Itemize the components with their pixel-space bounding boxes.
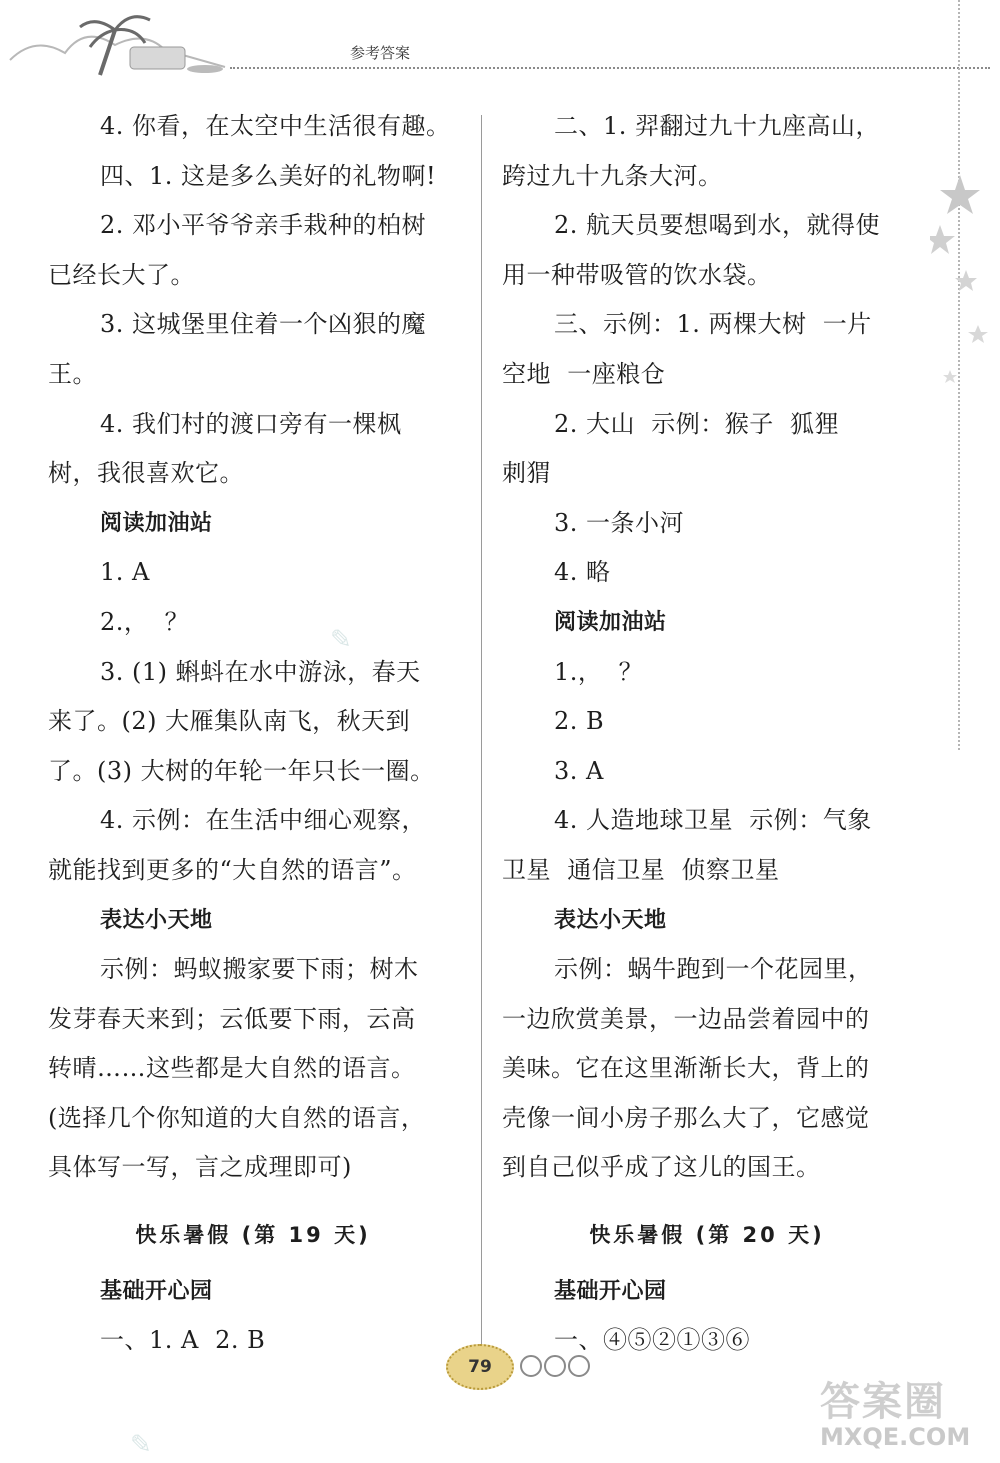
answer-line: 4. 略 <box>554 558 611 587</box>
section-heading: 基础开心园 <box>554 1278 667 1304</box>
column-divider <box>481 115 482 1345</box>
answer-line: 跨过九十九条大河。 <box>502 161 723 190</box>
section-heading: 阅读加油站 <box>100 510 213 536</box>
stamp-watermark-icon: ✎ <box>330 625 352 655</box>
answer-line: 1.， ？ <box>554 657 644 686</box>
answer-line: 3. 一条小河 <box>554 508 685 537</box>
answer-line: 2. 邓小平爷爷亲手栽种的柏树 <box>100 211 427 240</box>
answer-line: 卫星 通信卫星 侦察卫星 <box>502 855 780 884</box>
answer-line: 就能找到更多的“大自然的语言”。 <box>48 855 417 884</box>
answer-line: 1. A <box>100 558 150 587</box>
section-heading: 表达小天地 <box>554 907 667 933</box>
header-title: 参考答案 <box>350 44 411 62</box>
answer-line: 具体写一写，言之成理即可) <box>48 1153 352 1182</box>
answer-line: 4. 你看，在太空中生活很有趣。 <box>100 112 451 140</box>
answer-line: 二、1. 羿翻过九十九座高山， <box>554 112 881 140</box>
answer-line: 2. 大山 示例：猴子 狐狸 <box>554 409 840 438</box>
answer-line: 壳像一间小房子那么大了，它感觉 <box>502 1103 870 1132</box>
answer-line: 4. 我们村的渡口旁有一棵枫 <box>100 409 402 438</box>
answer-line: 三、示例：1. 两棵大树 一片 <box>554 310 872 339</box>
answer-line: (选择几个你知道的大自然的语言， <box>48 1103 426 1132</box>
answer-line: 用一种带吸管的饮水袋。 <box>502 260 772 289</box>
ring-decoration-icon <box>544 1355 566 1377</box>
answer-line: 4. 人造地球卫星 示例：气象 <box>554 806 872 835</box>
right-column <box>502 102 912 1366</box>
ring-decoration-icon <box>568 1355 590 1377</box>
answer-line: 美味。它在这里渐渐长大，背上的 <box>502 1054 870 1083</box>
ring-decoration-icon <box>520 1355 542 1377</box>
answer-line: 示例：蚂蚁搬家要下雨；树木 <box>100 955 419 984</box>
answer-line: 刺猬 <box>502 459 551 488</box>
answer-line: 3. 这城堡里住着一个凶狠的魔 <box>100 310 427 339</box>
stamp-watermark-icon: ✎ <box>130 1430 152 1460</box>
page-number: 79 <box>446 1344 514 1390</box>
answer-line: 转晴……这些都是大自然的语言。 <box>48 1054 416 1083</box>
answer-line: 到自己似乎成了这儿的国王。 <box>502 1153 821 1182</box>
answer-line: 2.， ？ <box>100 607 190 636</box>
section-heading: 阅读加油站 <box>554 609 667 635</box>
header-dotted-rule <box>230 67 990 69</box>
section-heading: 基础开心园 <box>100 1278 213 1304</box>
site-watermark <box>820 1370 990 1460</box>
watermark-url: MXQE.COM <box>820 1423 971 1451</box>
answer-line: 2. B <box>554 707 605 736</box>
answer-line: 一、1. A 2. B <box>100 1326 266 1355</box>
answer-line: 来了。(2) 大雁集队南飞，秋天到 <box>48 707 411 736</box>
answer-line: 四、1. 这是多么美好的礼物啊! <box>100 161 437 190</box>
page-footer <box>440 1340 600 1390</box>
answer-line: 4. 示例：在生活中细心观察， <box>100 806 427 835</box>
answer-line: 2. 航天员要想喝到水，就得使 <box>554 211 881 240</box>
day-heading: 快乐暑假 (第 20 天) <box>589 1223 825 1248</box>
answer-line: 了。(3) 大树的年轮一年只长一圈。 <box>48 756 435 785</box>
answer-line: 一、④⑤②①③⑥ <box>554 1326 750 1355</box>
answer-line: 一边欣赏美景，一边品尝着园中的 <box>502 1004 870 1033</box>
answer-line: 3. (1) 蝌蚪在水中游泳，春天 <box>100 657 421 686</box>
answer-line: 已经长大了。 <box>48 260 195 289</box>
section-heading: 表达小天地 <box>100 907 213 933</box>
answer-line: 树，我很喜欢它。 <box>48 459 244 488</box>
left-column <box>48 102 458 1366</box>
watermark-mark: 答案圈 <box>820 1379 946 1425</box>
page-header <box>0 0 1000 80</box>
answer-line: 发芽春天来到；云低要下雨，云高 <box>48 1004 416 1033</box>
day-heading: 快乐暑假 (第 19 天) <box>135 1223 371 1248</box>
answer-line: 王。 <box>48 359 97 388</box>
palm-tree-logo-icon <box>5 5 235 77</box>
answer-line: 空地 一座粮仓 <box>502 359 666 388</box>
answer-line: 示例：蜗牛跑到一个花园里， <box>554 955 873 984</box>
answer-line: 3. A <box>554 756 604 785</box>
star-decoration-icon <box>930 170 1000 400</box>
